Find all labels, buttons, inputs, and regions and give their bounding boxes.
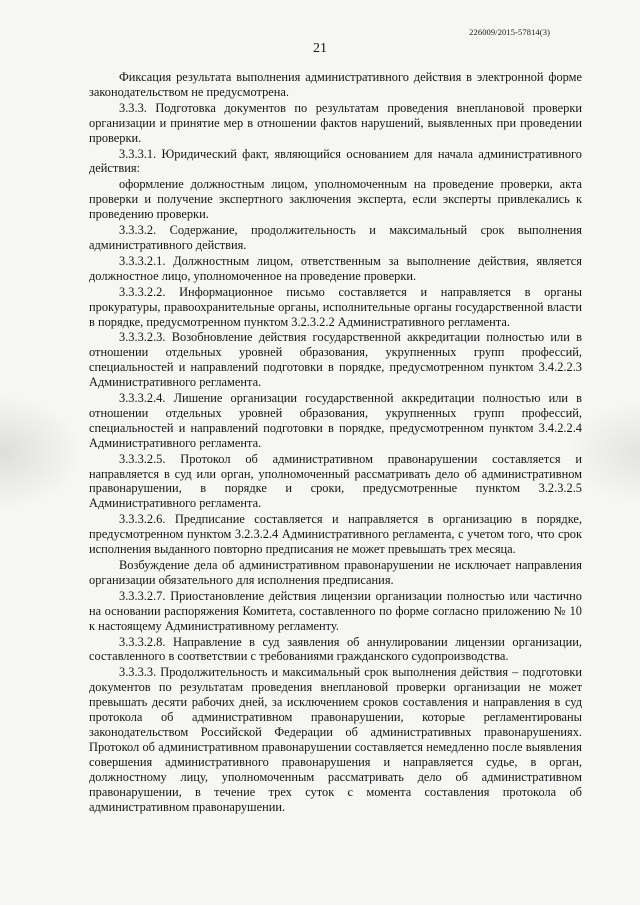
paragraph: 3.3.3.2. Содержание, продолжительность и максимальный срок выполнения административного действия. [89, 223, 582, 252]
paragraph: 3.3.3.2.6. Предписание составляется и направляется в организацию в порядке, предусмотренном пунктом 3.2.3.2.4 Административного регламента, с учетом того, что срок исполнения выданного повторно предписания не может превышать трех месяца. [89, 512, 582, 557]
paragraph: Возбуждение дела об административном правонарушении не исключает направления организации обязательного для исполнения предписания. [89, 558, 582, 587]
page-number: 21 [313, 41, 327, 56]
paragraph: 3.3.3.2.7. Приостановление действия лицензии организации полностью или частично на основании распоряжения Комитета, составленного по форме согласно приложению № 10 к настоящему Административному регламенту. [89, 588, 582, 633]
paragraph: 3.3.3.1. Юридический факт, являющийся основанием для начала административного действия: [89, 146, 582, 176]
paragraph: 3.3.3.2.1. Должностным лицом, ответственным за выполнение действия, является должностное лицо, уполномоченное на проведение проверки. [89, 253, 582, 283]
paragraph: 3.3.3.2.3. Возобновление действия государственной аккредитации полностью или в отношении отдельных уровней образования, укрупненных групп профессий, специальностей и направлений подготовки в порядке, предусмотренном пунктом 3.4.2.2.3 Административного регламента. [89, 330, 582, 390]
paragraph: 3.3.3.3. Продолжительность и максимальный срок выполнения действия – подготовки документов по результатам проведения внеплановой проверки организации не может превышать десяти рабочих дней, за исключением сроков составления и направления в суд протокола об административном правонарушении, которые регламентированы законодательством Российской Федерации об административных правонарушениях. Протокол об административном правонарушении составляется немедленно после выявления совершения административного правонарушения и направляется судье, в орган, должностному лицу, уполномоченным рассматривать дело об административном правонарушении, в течение трех суток с момента составления протокола об административном правонарушении. [89, 665, 582, 814]
paragraph: 3.3.3. Подготовка документов по результатам проведения внеплановой проверки организации и принятие мер в отношении фактов нарушений, выявленных при проведении проверки. [89, 100, 582, 145]
paragraph: 3.3.3.2.8. Направление в суд заявления об аннулировании лицензии организации, составленного в соответствии с требованиями гражданского судопроизводства. [89, 634, 582, 664]
paragraph: Фиксация результата выполнения административного действия в электронной форме законодательством не предусмотрена. [89, 70, 582, 99]
document-number: 226009/2015-57814(3) [469, 27, 550, 37]
paragraph: 3.3.3.2.2. Информационное письмо составляется и направляется в органы прокуратуры, правоохранительные органы, исполнительные органы государственной власти в порядке, предусмотренном пунктом 3.2.3.2.2 Административного регламента. [89, 284, 582, 329]
paragraph: 3.3.3.2.5. Протокол об административном правонарушении составляется и направляется в суд или орган, уполномоченный рассматривать дело об административном правонарушении, в порядке и сроки, предусмотренные пунктом 3.2.3.2.5 Административного регламента. [89, 451, 582, 511]
document-body [89, 70, 582, 814]
paragraph: 3.3.3.2.4. Лишение организации государственной аккредитации полностью или в отношении отдельных уровней образования, укрупненных групп профессий, специальностей и направлений подготовки в порядке, предусмотренном пунктом 3.4.2.2.4 Административного регламента. [89, 391, 582, 450]
paragraph: оформление должностным лицом, уполномоченным на проведение проверки, акта проверки и получение экспертного заключения эксперта, если эксперты привлекались к проведению проверки. [89, 177, 582, 222]
